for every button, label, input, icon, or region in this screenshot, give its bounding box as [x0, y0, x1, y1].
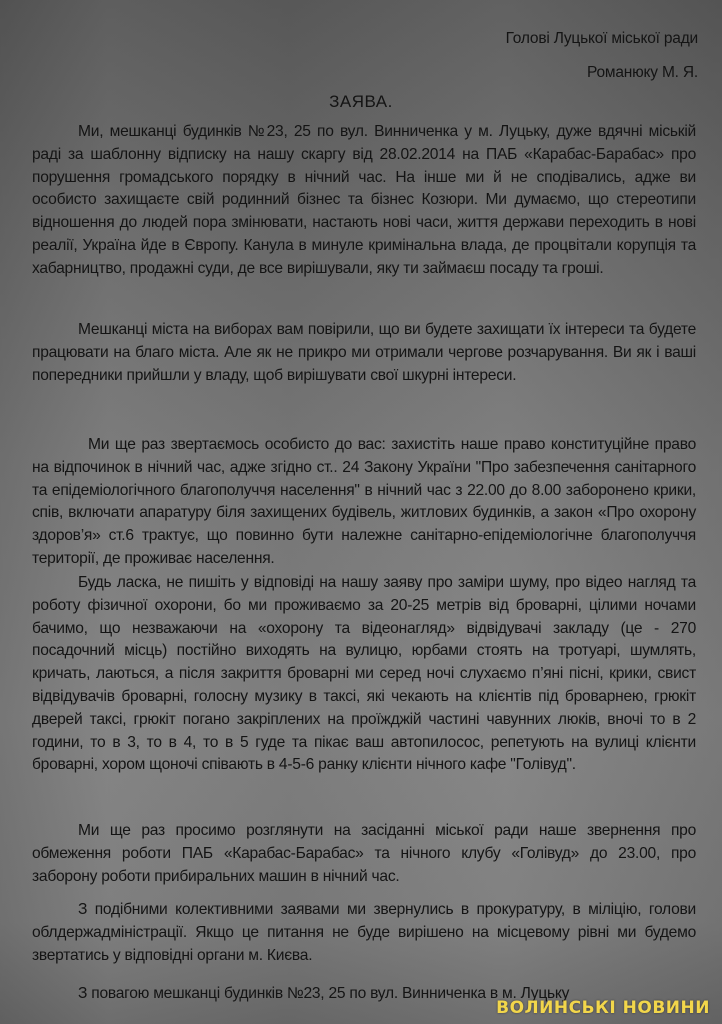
paragraph: З подібними колективними заявами ми звернулись в прокуратуру, в міліцію, голови облдержадміністрації. Якщо це питання не буде вирішено на місцевому рівні ми будемо звертатись у відповідні органи м. Києва.	[32, 901, 696, 964]
signature-line: З повагою мешканці будинків №23, 25 по вул. Винниченка в м. Луцьку	[78, 985, 570, 1002]
paragraph: Ми ще раз звертаємось особисто до вас: захистіть наше право конституційне право на відпочинок в нічний час, адже згідно ст.. 24 Закону України "Про забезпечення санітарного та епідеміологічного благополуччя населення" в нічний час з 22.00 до 8.00 заборонено крики, спів, включати апаратуру біля захищених будівель, житлових будинків, а закон «Про охорону здоров’я» ст.6 трактує, що повинно бути належне санітарно-епідеміологічне благополуччя території, де проживає населення.	[32, 436, 696, 567]
paragraph: Ми, мешканці будинків №23, 25 по вул. Винниченка у м. Луцьку, дуже вдячні міській раді за шаблонну відписку на нашу скаргу від 28.02.2014 на ПАБ «Карабас-Барабас» про порушення громадського порядку в нічний час. На інше ми й не сподівались, адже ви особисто захищаєте свій родинний бізнес та бізнес Козюри. Ми думаємо, що стереотипи відношення до людей пора змінювати, настають нові часи, життя держави переходить в нові реалії, Україна йде в Європу. Канула в минуле кримінальна влада, де процвітали корупція та хабарництво, продажні суди, де все вирішували, яку ти займаєш посаду та гроші.	[32, 123, 696, 277]
paragraph: Будь ласка, не пишіть у відповіді на нашу заяву про заміри шуму, про відео нагляд та роботу фізичної охорони, бо ми проживаємо за 20-25 метрів від броварні, цілими ночами бачимо, що незважаючи на «охорону та відеонагляд» відвідувачі закладу (це - 270 посадочний місць) постійно виходять на вулицю, юрбами стоять на тротуарі, шумлять, кричать, лаються, а після закриття броварні ми серед ночі слухаємо п’яні пісні, крики, свист відвідувачів броварні, голосну музику в таксі, які чекають на клієнтів під броварнею, грюкіт дверей таксі, грюкіт погано закріплених на проїжджій частині чавунних люків, вночі то в 2 години, то в 3, то в 4, то в 5 гуде та пікає ваш автопилосос, репетують на вулиці клієнти броварні, хором щоночі співають в 4-5-6 ранку клієнти нічного кафе "Голівуд".	[32, 574, 696, 774]
addressee-line: Голові Луцької міської ради	[505, 30, 698, 47]
paragraph: Мешканці міста на виборах вам повірили, що ви будете захищати їх інтереси та будете працювати на благо міста. Але як не прикро ми отримали чергове розчарування. Ви як і ваші попередники прийшли у владу, щоб вирішувати свої шкурні інтереси.	[32, 321, 696, 384]
addressee-name: Романюку М. Я.	[587, 64, 698, 81]
paragraph: Ми ще раз просимо розглянути на засіданні міської ради наше звернення про обмеження роботи ПАБ «Карабас-Барабас» та нічного клубу «Голівуд» до 23.00, про заборону роботи прибиральних машин в нічний час.	[32, 822, 696, 885]
document-title: ЗАЯВА.	[329, 92, 393, 111]
watermark-logo: ВОЛИНСЬКІ НОВИНИ	[496, 998, 710, 1018]
